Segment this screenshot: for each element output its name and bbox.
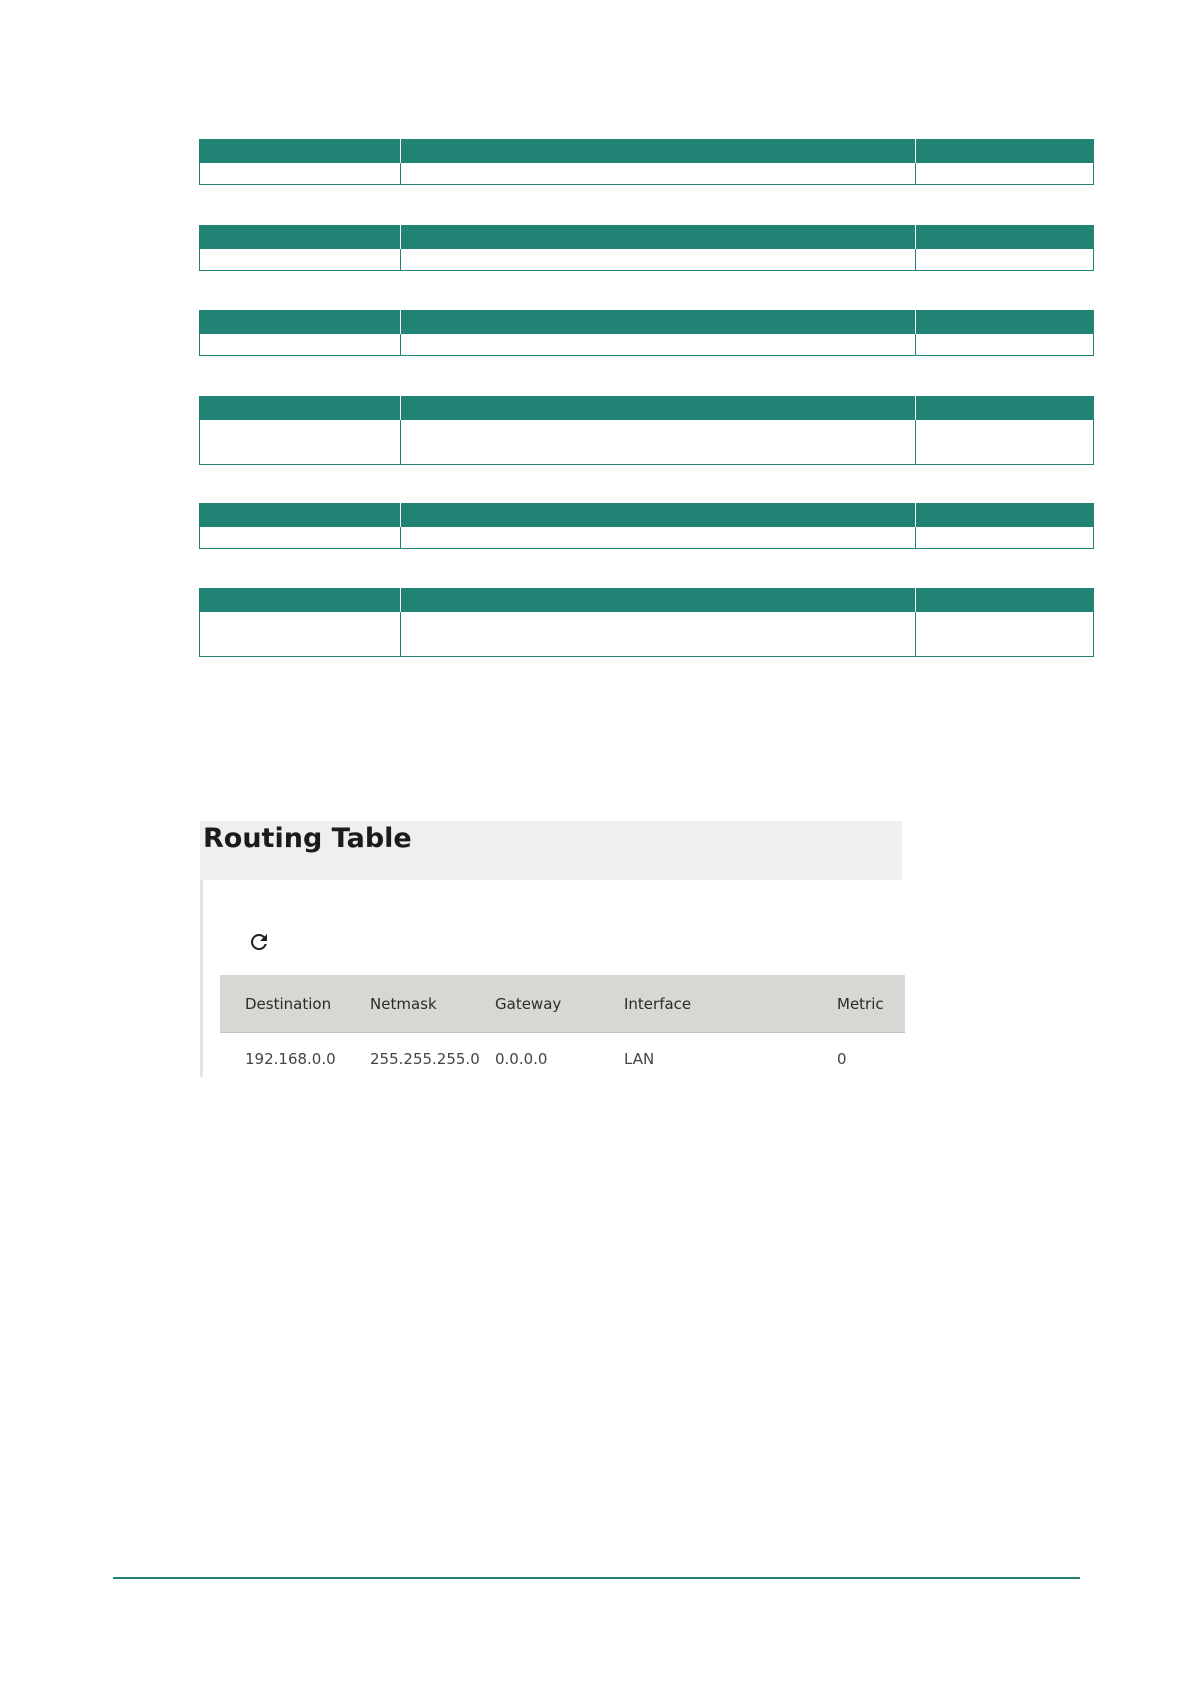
routing-table-card — [200, 880, 902, 1077]
header-cell — [401, 588, 916, 612]
cell-gateway: 0.0.0.0 — [495, 1050, 548, 1068]
cell-interface: LAN — [624, 1050, 655, 1068]
table-cell — [200, 249, 401, 271]
table-row — [200, 334, 1094, 356]
table-header-row — [200, 310, 1094, 334]
header-cell — [200, 225, 401, 249]
table-header-row — [200, 139, 1094, 163]
table-header-row — [200, 503, 1094, 527]
parameter-table-6 — [199, 588, 1094, 657]
table-header-row — [200, 588, 1094, 612]
routing-table-screenshot — [200, 821, 902, 1077]
header-cell — [401, 310, 916, 334]
header-cell — [200, 588, 401, 612]
table-cell — [401, 527, 916, 549]
table-row — [200, 420, 1094, 465]
column-header-metric[interactable]: Metric — [837, 995, 884, 1013]
page-title: Routing Table — [203, 823, 412, 854]
column-header-gateway[interactable]: Gateway — [495, 995, 562, 1013]
table-cell — [200, 334, 401, 356]
header-cell — [401, 503, 916, 527]
table-cell — [401, 249, 916, 271]
table-cell — [916, 163, 1094, 185]
table-header-row — [200, 225, 1094, 249]
table-row — [200, 527, 1094, 549]
refresh-button[interactable] — [247, 930, 271, 954]
page-header — [200, 821, 902, 880]
parameter-table-2 — [199, 225, 1094, 271]
table-cell — [401, 163, 916, 185]
column-header-interface[interactable]: Interface — [624, 995, 692, 1013]
routing-table-header — [220, 975, 905, 1033]
header-cell — [916, 139, 1094, 163]
footer-divider — [113, 1577, 1080, 1579]
header-cell — [916, 396, 1094, 420]
cell-destination: 192.168.0.0 — [245, 1050, 336, 1068]
table-cell — [916, 334, 1094, 356]
table-cell — [401, 420, 916, 465]
header-cell — [200, 310, 401, 334]
table-header-row — [200, 396, 1094, 420]
header-cell — [200, 503, 401, 527]
table-cell — [916, 612, 1094, 657]
header-cell — [916, 310, 1094, 334]
parameter-table-4 — [199, 396, 1094, 465]
table-cell — [200, 612, 401, 657]
table-row — [220, 1033, 905, 1077]
header-cell — [916, 588, 1094, 612]
table-cell — [401, 612, 916, 657]
table-cell — [916, 420, 1094, 465]
refresh-icon — [247, 930, 271, 954]
table-row — [200, 163, 1094, 185]
table-row — [200, 249, 1094, 271]
table-row — [200, 612, 1094, 657]
parameter-table-5 — [199, 503, 1094, 549]
header-cell — [401, 225, 916, 249]
table-cell — [401, 334, 916, 356]
parameter-table-3 — [199, 310, 1094, 356]
column-header-netmask[interactable]: Netmask — [370, 995, 437, 1013]
cell-metric: 0 — [837, 1050, 847, 1068]
header-cell — [916, 225, 1094, 249]
parameter-table-1 — [199, 139, 1094, 185]
column-header-destination[interactable]: Destination — [245, 995, 332, 1013]
table-cell — [916, 527, 1094, 549]
table-cell — [200, 163, 401, 185]
header-cell — [200, 139, 401, 163]
table-cell — [200, 420, 401, 465]
cell-netmask: 255.255.255.0 — [370, 1050, 480, 1068]
header-cell — [401, 139, 916, 163]
table-cell — [916, 249, 1094, 271]
header-cell — [916, 503, 1094, 527]
table-cell — [200, 527, 401, 549]
header-cell — [401, 396, 916, 420]
header-cell — [200, 396, 401, 420]
